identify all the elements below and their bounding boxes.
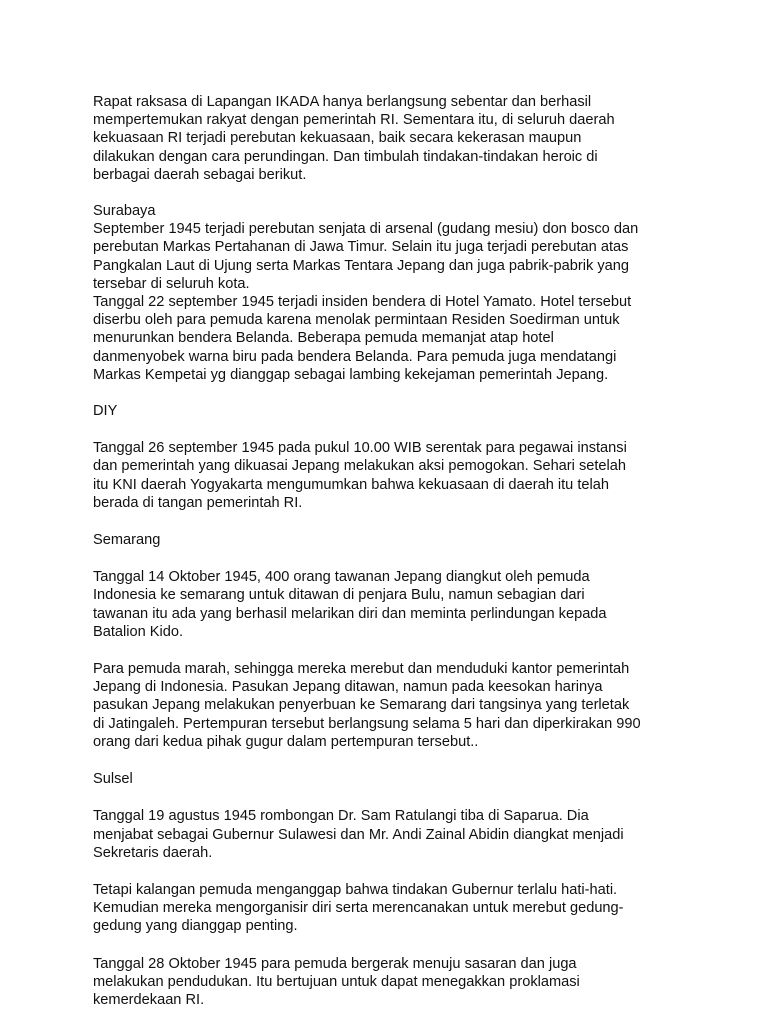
diy-paragraph-1: Tanggal 26 september 1945 pada pukul 10.00 WIB serentak para pegawai instansi dan pemerintah yang dikuasai Jepang melakukan aksi pemogokan. Sehari setelah itu KNI daerah Yogyakarta mengumumkan bahwa kekuasaan di daerah itu telah berada di tangan pemerintah RI. (93, 440, 627, 511)
surabaya-paragraph-2: Tanggal 22 september 1945 terjadi insiden bendera di Hotel Yamato. Hotel tersebut diserbu oleh para pemuda karena menolak permintaan Residen Soedirman untuk menurunkan bendera Belanda. Beberapa pemuda memanjat atap hotel danmenyobek warna biru pada bendera Belanda. Para pemuda juga mendatangi Markas Kempetai yg dianggap sebagai lambing kekejaman pemerintah Jepang. (93, 294, 632, 383)
document-body (93, 93, 693, 1009)
sulsel-paragraph-3: Tanggal 28 Oktober 1945 para pemuda bergerak menuju sasaran dan juga melakukan pendudukan. Itu bertujuan untuk dapat menegakkan proklamasi kemerdekaan RI. (93, 955, 580, 1008)
semarang-paragraph-2: Para pemuda marah, sehingga mereka merebut dan menduduki kantor pemerintah Jepang di Indonesia. Pasukan Jepang ditawan, namun pada keesokan harinya pasukan Jepang melakukan penyerbuan ke Semarang dari tangsinya yang terletak di Jatingaleh. Pertempuran tersebut berlangsung selama 5 hari dan diperkirakan 990 orang dari kedua pihak gugur dalam pertempuran tersebut.. (93, 661, 641, 750)
section-heading-diy: DIY (93, 403, 118, 420)
section-heading-semarang: Semarang (93, 532, 161, 549)
section-heading-surabaya: Surabaya (93, 203, 156, 220)
sulsel-paragraph-2: Tetapi kalangan pemuda menganggap bahwa tindakan Gubernur terlalu hati-hati. Kemudian mereka mengorganisir diri serta merencanakan untuk merebut gedung- gedung yang dianggap penting. (93, 881, 624, 935)
section-heading-sulsel: Sulsel (93, 771, 133, 788)
surabaya-paragraph-1: September 1945 terjadi perebutan senjata di arsenal (gudang mesiu) don bosco dan perebutan Markas Pertahanan di Jawa Timur. Selain itu juga terjadi perebutan atas Pangkalan Laut di Ujung serta Markas Tentara Jepang dan juga pabrik-pabrik yang tersebar di seluruh kota. (93, 221, 639, 292)
sulsel-paragraph-1: Tanggal 19 agustus 1945 rombongan Dr. Sam Ratulangi tiba di Saparua. Dia menjabat sebagai Gubernur Sulawesi dan Mr. Andi Zainal Abidin diangkat menjadi Sekretaris daerah. (93, 808, 624, 861)
intro-paragraph: Rapat raksasa di Lapangan IKADA hanya berlangsung sebentar dan berhasil mempertemukan rakyat dengan pemerintah RI. Sementara itu, di seluruh daerah kekuasaan RI terjadi perebutan kekuasaan, baik secara kekerasan maupun dilakukan dengan cara perundingan. Dan timbulah tindakan-tindakan heroic di berbagai daerah sebagai berikut. (93, 94, 615, 183)
semarang-paragraph-1: Tanggal 14 Oktober 1945, 400 orang tawanan Jepang diangkut oleh pemuda Indonesia ke semarang untuk ditawan di penjara Bulu, namun sebagian dari tawanan itu ada yang berhasil melarikan diri dan meminta perlindungan kepada Batalion Kido. (93, 569, 607, 640)
